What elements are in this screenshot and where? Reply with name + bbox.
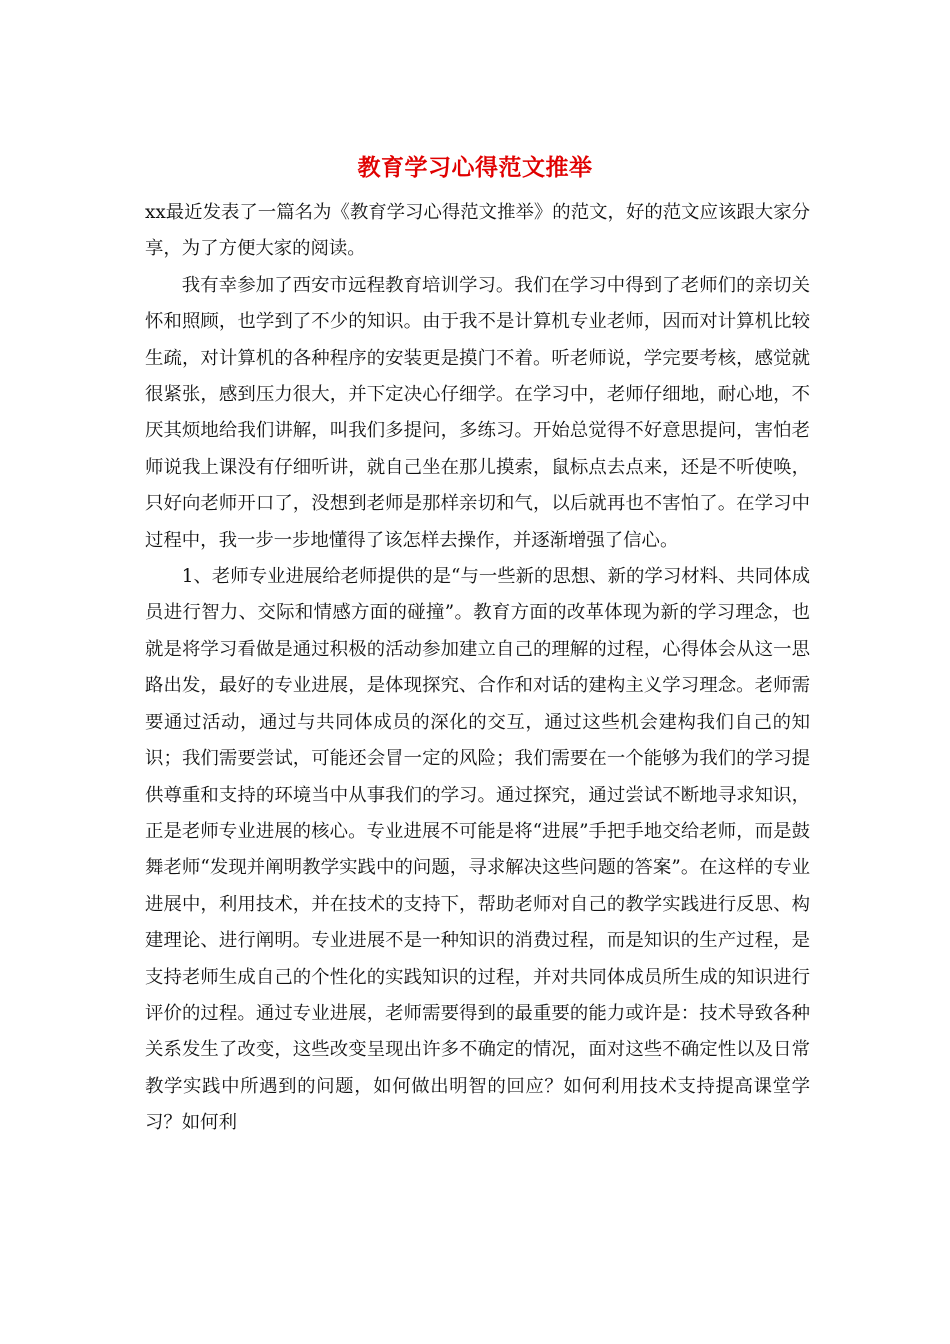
body-paragraph: 1、老师专业进展给老师提供的是“与一些新的思想、新的学习材料、共同体成员进行智力、交际和情感方面的碰撞”。教育方面的改革体现为新的学习理念，也就是将学习看做是通过积极的活动参加建立自己的理解的过程，心得体会从这一思路出发，最好的专业进展，是体现探究、合作和对话的建构主义学习理念。老师需要通过活动，通过与共同体成员的深化的交互，通过这些机会建构我们自己的知识；我们需要尝试，可能还会冒一定的风险；我们需要在一个能够为我们的学习提供尊重和支持的环境当中从事我们的学习。通过探究，通过尝试不断地寻求知识，正是老师专业进展的核心。专业进展不可能是将“进展”手把手地交给老师，而是鼓舞老师“发现并阐明教学实践中的问题，寻求解决这些问题的答案”。在这样的专业进展中，利用技术，并在技术的支持下，帮助老师对自己的教学实践进行反思、构建理论、进行阐明。专业进展不是一种知识的消费过程，而是知识的生产过程，是支持老师生成自己的个性化的实践知识的过程，并对共同体成员所生成的知识进行评价的过程。通过专业进展，老师需要得到的最重要的能力或许是：技术导致各种关系发生了改变，这些改变呈现出许多不确定的情况，面对这些不确定性以及日常教学实践中所遇到的问题，如何做出明智的回应？如何利用技术支持提高课堂学习？如何利 bbox=[145, 566, 810, 1134]
body-paragraph: 我有幸参加了西安市远程教育培训学习。我们在学习中得到了老师们的亲切关怀和照顾，也学到了不少的知识。由于我不是计算机专业老师，因而对计算机比较生疏，对计算机的各种程序的安装更是摸门不着。听老师说，学完要考核，感觉就很紧张，感到压力很大，并下定决心仔细学。在学习中，老师仔细地，耐心地，不厌其烦地给我们讲解，叫我们多提问，多练习。开始总觉得不好意思提问，害怕老师说我上课没有仔细听讲，就自己坐在那儿摸索，鼠标点去点来，还是不听使唤，只好向老师开口了，没想到老师是那样亲切和气，以后就再也不害怕了。在学习中过程中，我一步一步地懂得了该怎样去操作，并逐渐增强了信心。 bbox=[145, 274, 810, 551]
intro-paragraph: xx最近发表了一篇名为《教育学习心得范文推举》的范文，好的范文应该跟大家分享，为了方便大家的阅读。 bbox=[145, 202, 810, 260]
document-title: 教育学习心得范文推举 bbox=[357, 154, 593, 181]
document-body bbox=[145, 195, 810, 1142]
